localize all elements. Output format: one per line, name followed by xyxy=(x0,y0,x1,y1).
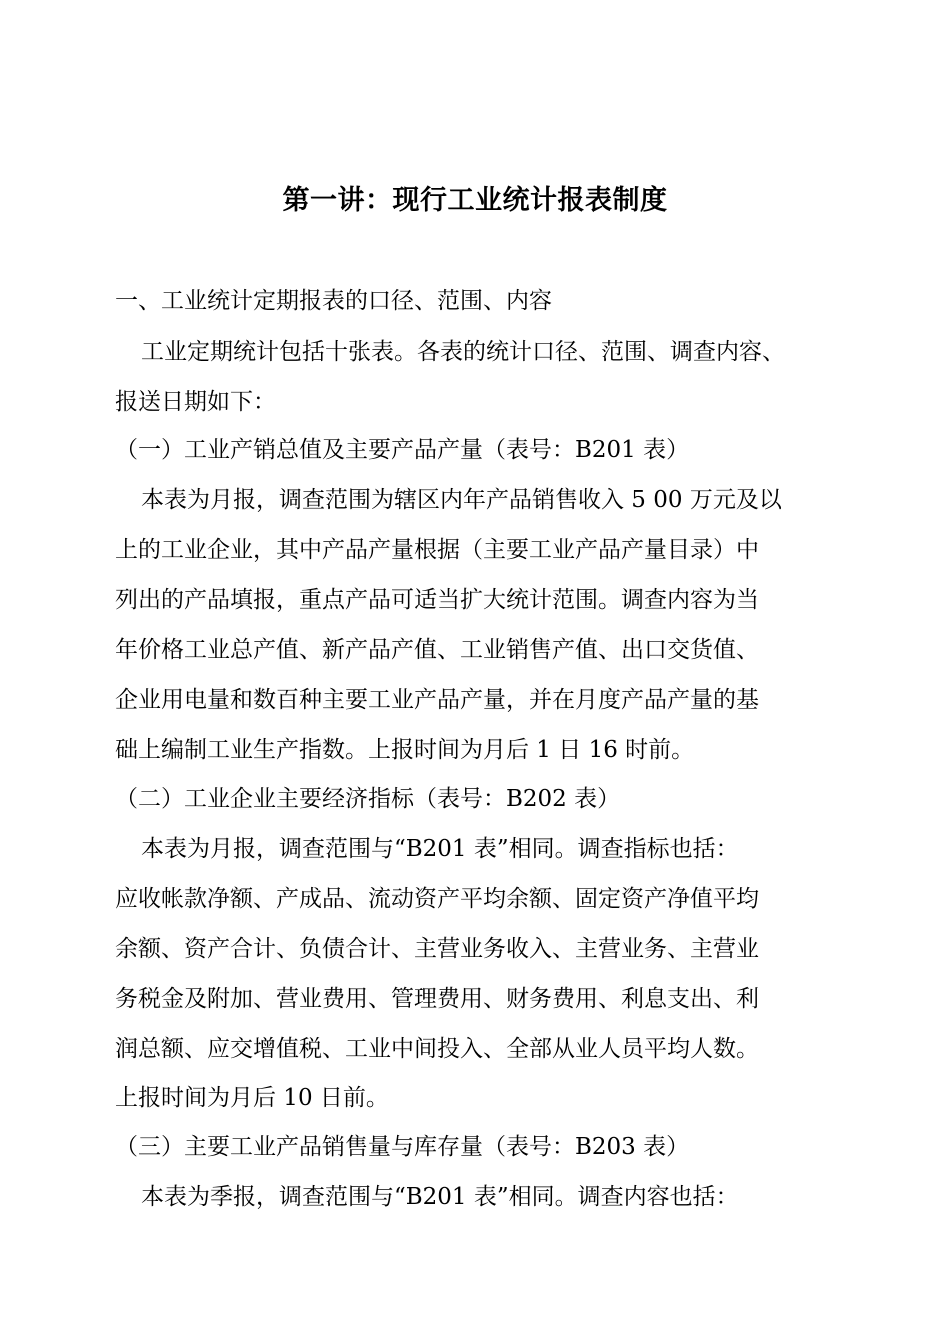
subsection-heading-2: （二）工业企业主要经济指标（表号：B202 表） xyxy=(115,786,621,812)
paragraph-line: 余额、资产合计、负债合计、主营业务收入、主营业务、主营业 xyxy=(115,936,759,962)
paragraph-line: 础上编制工业生产指数。上报时间为月后 1 日 16 时前。 xyxy=(115,737,695,763)
paragraph-line: 本表为月报，调查范围与“B201 表”相同。调查指标也括： xyxy=(141,836,739,862)
paragraph-line: 企业用电量和数百种主要工业产品产量，并在月度产品产量的基 xyxy=(115,687,759,713)
page-title: 第一讲：现行工业统计报表制度 xyxy=(282,185,668,216)
paragraph-line: 工业定期统计包括十张表。各表的统计口径、范围、调查内容、 xyxy=(141,339,785,365)
section-heading-1: 一、工业统计定期报表的口径、范围、内容 xyxy=(115,288,552,314)
paragraph-line: 上报时间为月后 10 日前。 xyxy=(115,1085,389,1111)
subsection-heading-1: （一）工业产销总值及主要产品产量（表号：B201 表） xyxy=(115,437,690,463)
paragraph-line: 上的工业企业，其中产品产量根据（主要工业产品产量目录）中 xyxy=(115,537,759,563)
subsection-heading-3: （三）主要工业产品销售量与库存量（表号：B203 表） xyxy=(115,1134,690,1160)
paragraph-line: 列出的产品填报，重点产品可适当扩大统计范围。调查内容为当 xyxy=(115,587,759,613)
paragraph-line: 年价格工业总产值、新产品产值、工业销售产值、出口交货值、 xyxy=(115,637,759,663)
paragraph-line: 报送日期如下： xyxy=(115,389,276,415)
paragraph-line: 润总额、应交增值税、工业中间投入、全部从业人员平均人数。 xyxy=(115,1036,759,1062)
paragraph-line: 本表为季报，调查范围与“B201 表”相同。调查内容也括： xyxy=(141,1184,739,1210)
paragraph-line: 应收帐款净额、产成品、流动资产平均余额、固定资产净值平均 xyxy=(115,886,759,912)
paragraph-line: 本表为月报，调查范围为辖区内年产品销售收入 5 00 万元及以 xyxy=(141,487,782,513)
paragraph-line: 务税金及附加、营业费用、管理费用、财务费用、利息支出、利 xyxy=(115,986,759,1012)
